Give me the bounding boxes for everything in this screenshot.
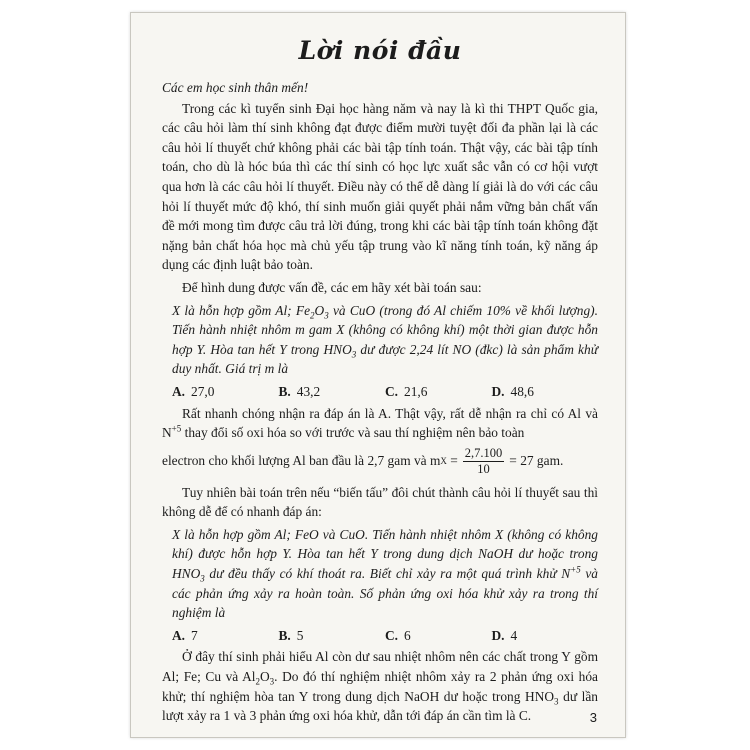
choice-a: A. 7 <box>172 627 198 643</box>
choice-a: A. 27,0 <box>172 383 215 399</box>
formula-line: electron cho khối lượng Al ban đầu là 2,7 gam và m X = $\frac{2,7.100}{10}$ = 27 gam. <box>162 445 564 476</box>
answer-choices-2 <box>162 626 598 646</box>
explanation-paragraph: Rất nhanh chóng nhận ra đáp án là A. Thật vậy, rất dễ nhận ra chỉ có Al và $N^{+5}$ thay đổi số oxi hóa so với trước và sau thí nghiệm nên bảo toàn <box>162 405 598 441</box>
choice-c: C. 21,6 <box>385 383 428 399</box>
choice-d: D. 4 <box>491 627 518 643</box>
problem-2: X là hỗn hợp gồm Al; FeO và CuO. Tiến hành nhiệt nhôm X (không có không khí) được hỗn hợp Y. Hòa tan hết Y trong dung dịch NaOH dư hoặc trong $HNO_3$ dư đều thấy có khí thoát ra. Biết chỉ xảy ra một quá trình khử $N^{+5}$ và các phản ứng xảy ra hoàn toàn. Số phản ứng oxi hóa khử xảy ra trong thí nghiệm là <box>172 526 598 621</box>
greeting: Các em học sinh thân mến! <box>162 80 309 95</box>
choice-b: B. 5 <box>278 627 304 643</box>
conclusion-paragraph: Ở đây thí sinh phải hiểu Al còn dư sau nhiệt nhôm nên các chất trong Y gồm Al; Fe; Cu và $Al_2O_3$. Do đó thí nghiệm nhiệt nhôm xảy ra 2 phản ứng oxi hóa khử; thí nghiệm hòa tan Y trong dung dịch NaOH dư hoặc trong $HNO_3$ dư lần lượt xảy ra 1 và 3 phản ứng oxi hóa khử, dẫn tới đáp án cần tìm là C. <box>162 649 599 724</box>
answer-choices-1 <box>162 382 598 402</box>
intro-paragraph: Trong các kì tuyển sinh Đại học hàng năm và nay là kì thi THPT Quốc gia, các câu hỏi làm thí sinh không đạt được điểm mười tuyệt đối đa phần lại là các câu hỏi lí thuyết chứ không phải các bài tập tính toán. Thật vậy, các bài tập tính toán, cho dù là hóc búa thì các thí sinh có học lực xuất sắc vẫn có cơ hội vượt qua hơn là các câu hỏi lí thuyết. Điều này có thể dễ dàng lí giải là do với các câu hỏi lí thuyết mức độ khó, thí sinh muốn giải quyết phải nắm vững bản chất vấn đề mới mong tìm được câu trả lời đúng, trong khi các bài tập tính toán không đặt nặng bản chất hóa học mà chủ yếu tập trung vào kĩ năng tính toán, kỹ năng áp dụng các định luật bảo toàn. <box>162 100 598 273</box>
choice-c: C. 6 <box>385 627 411 643</box>
fraction: $\frac{2,7.100}{10}$ <box>464 445 503 476</box>
page-content <box>162 35 598 729</box>
lead-in-paragraph: Để hình dung được vấn đề, các em hãy xét bài toán sau: <box>182 279 482 295</box>
choice-d: D. 48,6 <box>491 383 534 399</box>
variation-paragraph: Tuy nhiên bài toán trên nếu “biến tấu” đôi chút thành câu hỏi lí thuyết sau thì không dễ để có nhanh đáp án: <box>162 484 598 520</box>
book-page <box>130 12 626 738</box>
choice-b: B. 43,2 <box>278 383 321 399</box>
problem-1: X là hỗn hợp gồm Al; $Fe_2O_3$ và CuO (trong đó Al chiếm 10% về khối lượng). Tiến hành nhiệt nhôm m gam X (không có không khí) một thời gian được hỗn hợp Y. Hòa tan hết Y trong $HNO_3$ dư được 2,24 lít NO (đkc) là sản phẩm khử duy nhất. Giá trị m là <box>172 302 598 377</box>
page-title: Lời nói đầu <box>298 36 462 65</box>
page-number: 3 <box>589 710 597 725</box>
